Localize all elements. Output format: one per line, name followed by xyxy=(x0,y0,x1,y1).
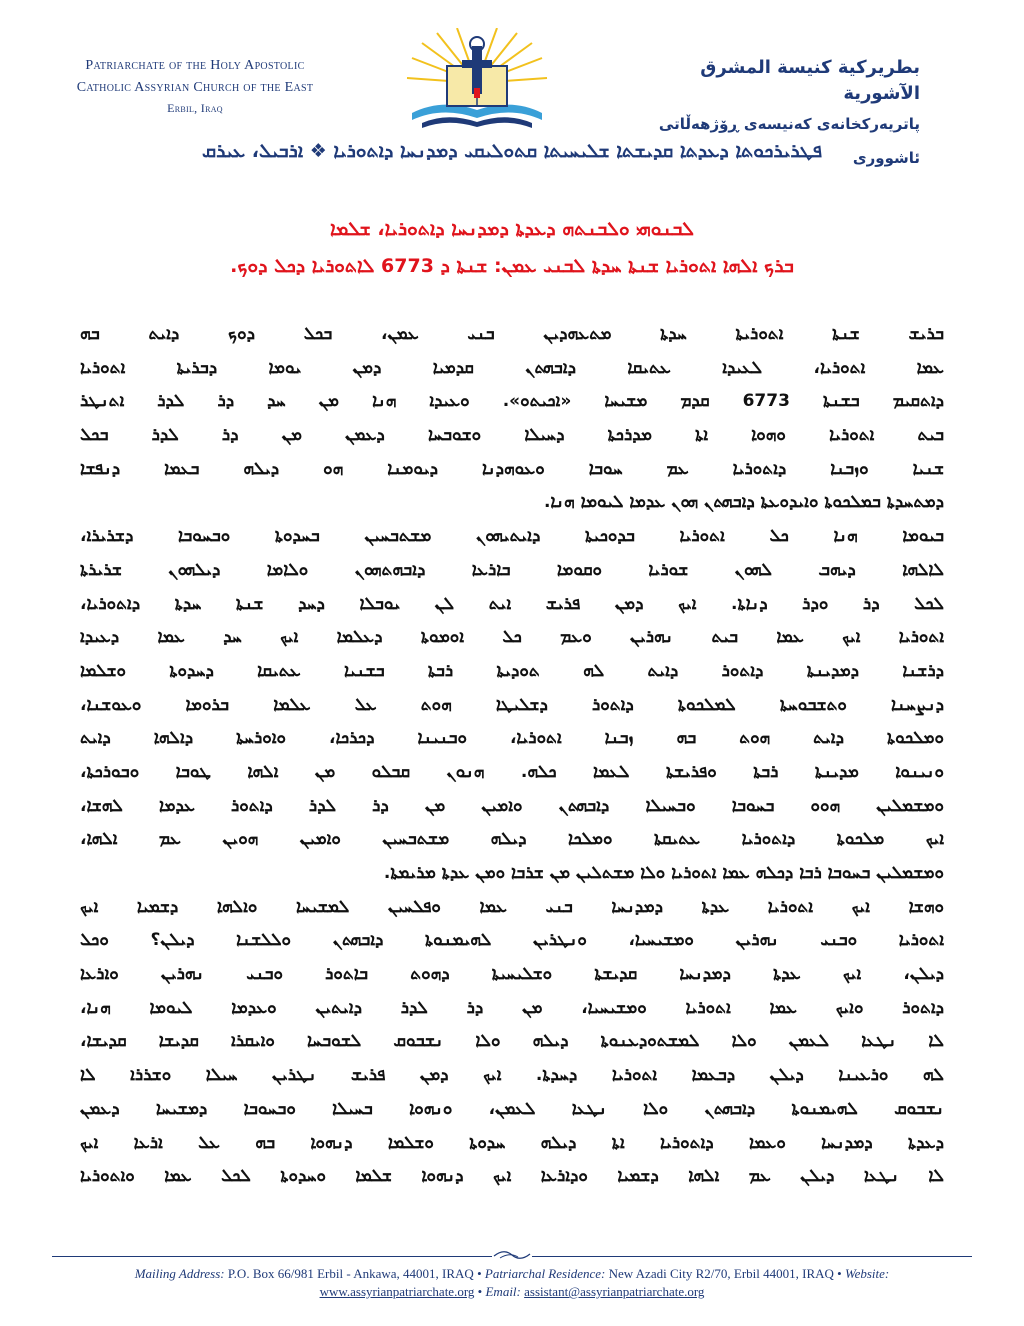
body-line: ܕܐܬܘܪ ܘܐܝܟ ܥܡܐ ܐܬܘܪܝܐ ܘܡܫܝܚܝܐ، ܡܢ ܕܪ ܠܕܪ ܕܐܝܬܝܢ ܘܥܕܡܐ ܠܝܘܡܐ ܗܢܐ، xyxy=(80,997,944,1018)
body-line: ܐܝܟ ܡܠܟܘܬܐ ܕܐܬܘܪܝܐ ܥܬܝܩܬܐ ܘܡܠܟܐ ܕܝܠܗ ܡܫܬܒܚܝܢ ܘܐܡܝܢ ܗܘܝܢ ܥܡ ܐܠܗܐ، xyxy=(80,829,944,850)
body-line: ܕܥܕܬܐ ܕܡܕܢܚܐ ܘܥܡܐ ܕܐܬܘܪܝܐ ܐܬܐ ܕܝܠܗ ܚܕܘܬܐ ܘܫܠܡܐ ܕܢܗܘܐ ܒܗ ܥܠ ܐܪܥܐ ܐܝܟ xyxy=(80,1132,944,1153)
body-line: ܕܡܬܚܕܬܐ ܒܡܠܟܘܬܐ ܘܐܝܕܘܥܬܐ ܕܐܒܗܬܢ ܗܘܢ ܥܕܡܐ ܠܝܘܡܐ ܗܢܐ. xyxy=(543,492,944,513)
website-link[interactable]: www.assyrianpatriarchate.org xyxy=(319,1284,475,1299)
footer-line-1 xyxy=(52,1265,972,1283)
body-line: ܥܡܐ ܐܬܘܪܝܐ، ܠܥܝܕܐ ܥܬܝܩܐ ܕܐܒܗܬܢ ܩܕܡܝܐ ܕܡܢ ܝܘܡܐ ܕܒܪܝܬܐ ܐܬܘܪܝܐ xyxy=(80,357,944,378)
email-label: Email: xyxy=(485,1284,521,1299)
letterhead-english xyxy=(30,55,360,117)
body-line: ܒܪܝܫ ܫܢܬܐ ܐܬܘܪܝܬܐ ܚܕܬܐ ܡܬܥܗܕܝܢ ܒܢܝ ܥܡܢ، ܒܟܠ ܕܘܟ ܕܐܝܬ ܒܗ xyxy=(80,324,944,344)
body-line: ܫܢܝܐ ܘܙܒܢܐ ܕܐܬܘܪܝܐ ܥܡ ܚܘܒܐ ܘܥܘܗܕܢܐ ܕܝܘܡܢܐ ܗܘ ܕܝܠܗ ܒܥܡܐ ܕܢܦܫܐ xyxy=(80,458,944,479)
body-line: ܠܐ ܢܛܥܐ ܠܥܡܢ ܘܠܐ ܠܡܫܬܘܕܥܢܘܬܐ ܕܝܠܗ ܘܠܐ ܢܫܒܘܩ ܠܫܘܒܚܐ ܘܐܝܩܪܐ ܩܕܝܫܐ ܩܕܝܫܐ، xyxy=(80,1031,944,1052)
email-link[interactable]: assistant@assyrianpatriarchate.org xyxy=(524,1284,705,1299)
letterhead-english-line-1: Patriarchate of the Holy Apostolic xyxy=(85,58,305,73)
body-line: ܠܐܠܗܐ ܕܝܗܒ ܠܗܘܢ ܫܘܪܝܐ ܘܩܘܡܐ ܒܐܪܥܐ ܕܐܒܗܬܗܘܢ ܘܠܐܡܐ ܕܝܠܗܘܢ ܫܪܝܪܬܐ xyxy=(80,559,944,580)
body-line: ܕܪܫܢܐ ܕܡܕܝܢܬܐ ܕܐܬܘܪ ܕܐܝܬ ܠܗ ܬܘܕܝܬܐ ܪܒܬܐ ܒܫܢܝܐ ܥܬܝܩܐ ܕܚܕܘܬܐ ܘܫܠܡܐ xyxy=(80,660,944,681)
body-line: ܠܐ ܢܛܥܐ ܕܝܠܢ ܥܡ ܐܠܗܐ ܕܫܡܝܐ ܘܕܐܪܥܐ ܐܝܟ ܕܢܗܘܐ ܫܠܡܐ ܘܚܕܘܬܐ ܠܟܠ ܥܡܐ ܘܐܬܘܪܝܐ xyxy=(80,1166,944,1187)
body-line: ܕܝܠܢ، ܐܝܟ ܥܕܬܐ ܕܡܕܢܚܐ ܩܕܝܫܬܐ ܘܫܠܝܚܝܬܐ ܕܗܘܬ ܒܐܬܘܪ ܘܒܢܝ ܢܗܪܝܢ ܘܐܪܥܐ xyxy=(80,964,944,985)
body-line: ܐܬܘܪܝܐ ܐܝܟ ܥܡܐ ܒܝܬ ܢܗܪܝܢ ܘܥܡ ܟܠ ܐܘܡܘܬܐ ܕܥܠܡܐ ܐܝܟ ܚܕ ܥܡܐ ܕܥܝܕܐ xyxy=(80,627,944,648)
body-line: ܘܗܫܐ ܐܝܟ ܐܬܘܪܝܐ ܥܕܬܐ ܕܡܕܢܚܐ ܒܢܝ ܥܡܐ ܘܦܠܚܝܢ ܠܡܫܝܚܐ ܘܐܠܗܐ ܕܫܡܝܐ ܐܝܟ xyxy=(80,896,944,917)
letterhead-english-line-3: Erbil, Iraq xyxy=(167,101,223,115)
body-line: ܒܝܬ ܐܬܘܪܝܐ ܘܗܘܐ ܐܬܐ ܡܕܪܟܬܐ ܕܚܝܠܐ ܘܫܘܒܚܐ ܕܥܡܢ ܡܢ ܕܪ ܠܕܪ ܒܟܠ xyxy=(80,425,944,446)
church-cross-book-emblem-icon xyxy=(402,28,552,138)
footer-separator: • xyxy=(477,1266,482,1281)
body-line: ܠܟܠ ܕܪ ܘܕܪ ܕܢܐܬܐ. ܐܝܟ ܕܡܢ ܦܪܝܫ ܐܝܬ ܠܢ ܝܘܒܠܐ ܕܚܕ ܫܢܬܐ ܚܕܬܐ ܕܐܬܘܪܝܐ، xyxy=(80,593,944,614)
letterhead-english-line-2: Catholic Assyrian Church of the East xyxy=(76,80,314,95)
body-line: ܘܡܫܡܠܝܢ ܒܚܘܒܐ ܪܒܐ ܕܟܠܗ ܥܡܐ ܐܬܘܪܝܐ ܘܠܐ ܡܫܬܠܝܢ ܡܢ ܫܪܒܐ ܘܡܢ ܥܕܬܐ ܡܪܝܡܬܐ. xyxy=(383,863,944,883)
body-line: ܘܡܠܟܘܬܐ ܕܐܝܬ ܗܘܬ ܒܗ ܙܒܢܐ ܐܬܘܪܝܐ، ܘܒܢܝܢܐ ܕܟܪܟܐ، ܘܐܘܪܚܬܐ ܕܐܠܗܐ ܕܐܝܬ xyxy=(80,728,944,749)
patriarchal-residence-value: New Azadi City R2/70, Erbil 44001, IRAQ xyxy=(608,1266,834,1281)
body-line: ܘܢܝܢܘܐ ܡܕܝܢܬܐ ܪܒܬܐ ܘܦܪܝܫܬܐ ܠܥܡܐ ܟܠܗ. ܗܢܘܢ ܩܒܠܘ ܡܢ ܐܠܗܐ ܛܘܒܐ ܘܒܘܪܟܬܐ، xyxy=(80,761,944,782)
footer-separator: • xyxy=(477,1284,483,1299)
website-label: Website: xyxy=(844,1266,890,1281)
footer-line-2 xyxy=(52,1283,972,1301)
body-line: ܢܫܒܘܩ ܠܗܝܡܢܘܬܐ ܕܐܒܗܬܢ ܘܠܐ ܢܛܥܐ ܠܥܡܢ، ܘܢܗܘܐ ܒܚܝܠܐ ܘܒܚܘܒܐ ܕܡܫܝܚܐ ܕܥܡܢ xyxy=(80,1098,944,1119)
body-line: ܐܬܘܪܝܐ ܘܒܢܝ ܢܗܪܝܢ ܘܡܫܝܚܝܐ، ܘܢܛܪܝܢ ܠܗܝܡܢܘܬܐ ܕܐܒܗܬܢ ܘܠܠܫܢܐ ܕܝܠܢ؟ ܘܟܠ xyxy=(80,930,944,951)
letter-subject: ܒܪܟ ܐܠܗܐ ܐܬܘܪܝܐ ܫܢܬܐ ܚܕܬܐ ܠܒܢܝ ܥܡܢ: ܫܢܬܐ ܕ 6773 ܠܐܬܘܪܝܐ ܕܟܠ ܕܘܟ. xyxy=(230,255,794,277)
letter-salutation: ܠܒܢܘܗܝ ܘܠܒܢܬܗ ܕܥܕܬܐ ܕܡܕܢܚܐ ܕܐܬܘܪܝܐ، ܫܠܡܐ xyxy=(330,218,694,240)
body-line: ܕܐܬܩܝܡ ܒܫܢܬܐ 6773 ܩܕܡ ܡܫܝܚܐ «ܐܟܝܬܘ». ܘܥܝܕܐ ܗܢܐ ܡܢ ܚܕ ܕܪ ܠܕܪ ܐܬܢܛܪ xyxy=(80,391,944,412)
mailing-address-label: Mailing Address: xyxy=(134,1266,225,1281)
footer-flourish-icon xyxy=(492,1246,532,1264)
letterhead-kurdish-line-2: پاتريەرکخانەی کەنیسەی ڕۆژهەڵاتی ئاشووری xyxy=(658,115,920,167)
body-line: ܕܢܨܚܢܐ ܘܬܫܒܘܚܬܐ ܠܡܠܟܘܬܐ ܕܐܬܘܪ ܕܫܠܝܛܐ ܗܘܬ ܥܠ ܥܠܡܐ ܒܪܘܡܐ ܘܥܘܫܢܐ، xyxy=(80,694,944,715)
body-line: ܒܝܘܡܐ ܗܢܐ ܟܠ ܐܬܘܪܝܐ ܒܕܘܟܝܬܐ ܕܐܝܬܝܗܘܢ ܡܫܬܒܚܝܢ ܒܚܕܘܬܐ ܘܒܚܘܒܐ ܕܫܪܝܪܐ، xyxy=(80,526,944,547)
syriac-banner: ܦܛܪܝܪܟܘܬܐ ܕܥܕܬܐ ܩܕܝܫܬܐ ܫܠܝܚܝܬܐ ܩܬܘܠܝܩܝ ܕܡܕܢܚܐ ܕܐܬܘܪܝܐ ❖ ܐܪܒܝܠ، ܥܝܪܩ xyxy=(202,140,822,162)
mailing-address-value: P.O. Box 66/981 Erbil - Ankawa, 44001, IRAQ xyxy=(227,1266,474,1281)
patriarchal-residence-label: Patriarchal Residence: xyxy=(484,1266,606,1281)
footer-separator: • xyxy=(837,1266,842,1281)
letterhead-arabic-line-1: بطريركية كنيسة المشرق الآشورية xyxy=(700,57,920,104)
footer xyxy=(52,1265,972,1301)
body-line: ܘܡܫܡܠܝܢ ܗܘܘ ܒܚܘܒܐ ܘܒܚܝܠܐ ܕܐܒܗܬܢ ܘܐܡܝܢ ܡܢ ܕܪ ܠܕܪ ܕܐܬܘܪ ܥܕܡܐ ܠܗܫܐ، xyxy=(80,795,944,816)
letter-body xyxy=(80,318,944,1194)
body-line: ܠܗ ܘܪܥܝܢܐ ܕܝܠܢ ܕܒܥܡܐ ܐܬܘܪܝܐ ܕܚܕܬܐ. ܐܝܟ ܕܡܢ ܦܪܝܫ ܢܛܪܝܢ ܚܝܠܐ ܘܫܪܪܐ ܠܐ xyxy=(80,1065,944,1086)
